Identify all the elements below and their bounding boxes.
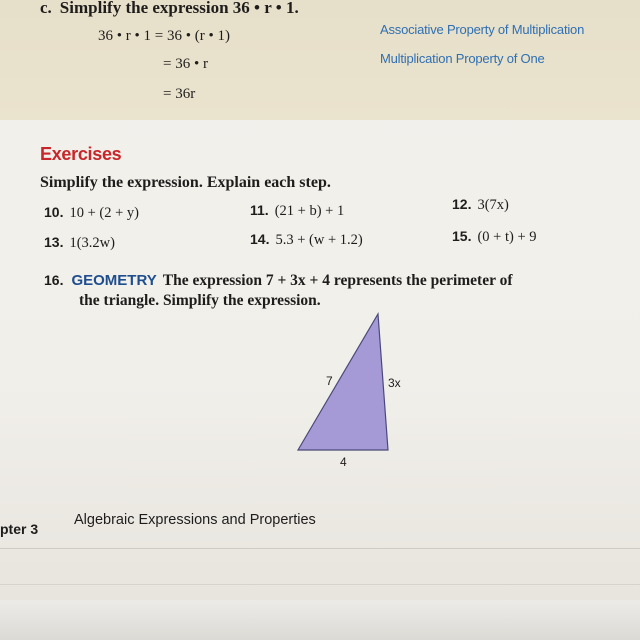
exercise-12: [452, 196, 509, 214]
geometry-text-line-1: The expression 7 + 3x + 4 represents the perimeter of: [162, 272, 513, 289]
exercise-15: [452, 228, 537, 246]
exercise-14: [250, 231, 363, 249]
exercise-16-line-1: [44, 272, 512, 290]
example-step-1: 36 • r • 1 = 36 • (r • 1): [98, 28, 230, 44]
exercise-11: [250, 202, 344, 220]
exercise-number: 14.: [250, 231, 270, 247]
exercise-expression: 1(3.2w): [69, 235, 115, 251]
example-band: [0, 0, 640, 120]
example-step-3: = 36r: [163, 86, 196, 102]
page-edge-line: [0, 584, 640, 585]
example-heading: [40, 0, 299, 18]
exercise-expression: 3(7x): [477, 197, 509, 213]
geometry-text-line-2: the triangle. Simplify the expression.: [79, 292, 321, 309]
exercise-number: 15.: [452, 228, 472, 244]
exercise-number: 12.: [452, 196, 472, 212]
example-reason-1: Associative Property of Multiplication: [380, 22, 585, 37]
exercise-expression: 5.3 + (w + 1.2): [275, 232, 363, 248]
triangle-side-right-label: 3x: [388, 376, 401, 390]
exercise-expression: (21 + b) + 1: [274, 203, 345, 219]
page-bottom-shade: [0, 600, 640, 640]
chapter-number: pter 3: [0, 521, 39, 537]
triangle-shape: [298, 314, 388, 450]
exercises-title: Exercises: [40, 144, 122, 164]
exercise-number: 11.: [250, 202, 269, 218]
exercises-instruction: Simplify the expression. Explain each step.: [40, 174, 331, 191]
footer-divider: [0, 548, 640, 549]
exercise-number: 13.: [44, 234, 64, 250]
exercise-expression: (0 + t) + 9: [477, 229, 537, 245]
chapter-title: Algebraic Expressions and Properties: [74, 512, 316, 528]
example-label: c.: [40, 0, 52, 17]
exercise-10: [44, 204, 139, 222]
exercise-expression: 10 + (2 + y): [69, 205, 139, 221]
exercise-number: 16.: [44, 272, 64, 288]
triangle-side-bottom-label: 4: [340, 455, 347, 469]
exercise-number: 10.: [44, 204, 64, 220]
geometry-tag: GEOMETRY: [71, 272, 157, 289]
example-step-2: = 36 • r: [163, 56, 208, 72]
triangle-side-left-label: 7: [326, 374, 333, 388]
triangle-figure: [290, 310, 400, 470]
example-reason-2: Multiplication Property of One: [380, 51, 545, 66]
exercise-13: [44, 234, 115, 252]
example-prompt: Simplify the expression 36 • r • 1.: [59, 0, 299, 17]
